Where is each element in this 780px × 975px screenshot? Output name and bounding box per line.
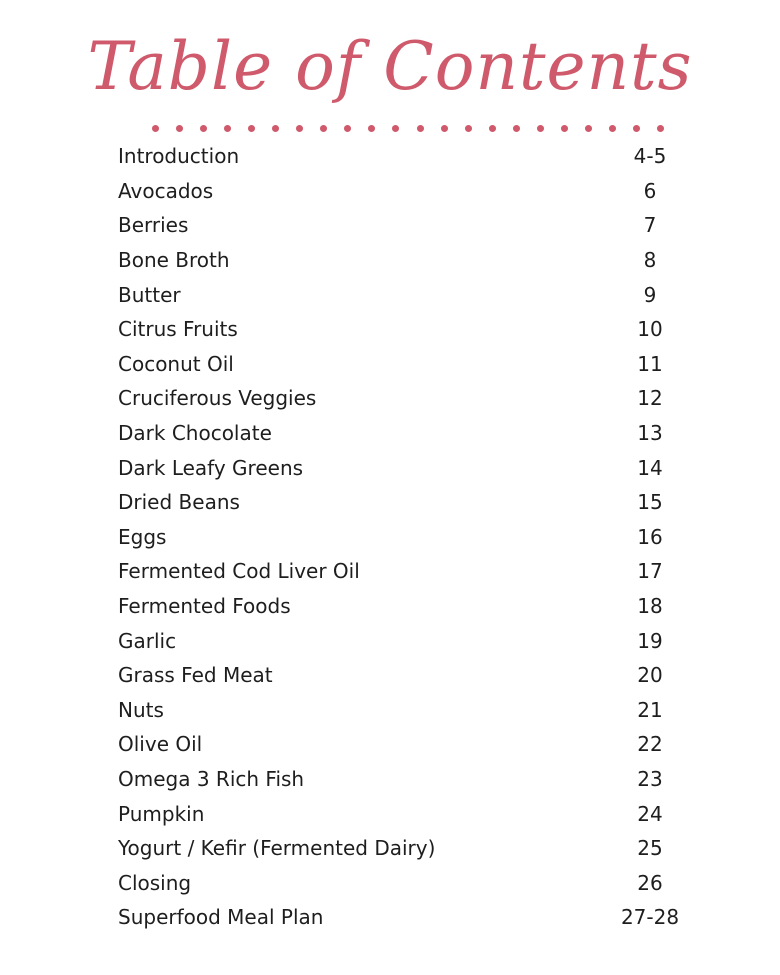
toc-entry[interactable]: [118, 796, 680, 831]
divider-dot: [368, 125, 375, 132]
toc-entry-title: Superfood Meal Plan: [118, 905, 324, 930]
toc-entry[interactable]: [118, 277, 680, 312]
divider-dot: [633, 125, 640, 132]
toc-list: [118, 139, 680, 935]
toc-entry[interactable]: [118, 450, 680, 485]
toc-entry-title: Butter: [118, 282, 181, 307]
toc-entry[interactable]: [118, 312, 680, 347]
divider-dot: [465, 125, 472, 132]
toc-entry[interactable]: [118, 693, 680, 728]
divider-dot: [248, 125, 255, 132]
divider-dot: [537, 125, 544, 132]
toc-entry-title: Dried Beans: [118, 490, 240, 515]
toc-entry-page: 21: [637, 697, 663, 722]
toc-entry-title: Bone Broth: [118, 248, 230, 273]
toc-entry-page: 17: [637, 559, 663, 584]
toc-entry[interactable]: [118, 727, 680, 762]
divider-dot: [417, 125, 424, 132]
toc-entry-page: 12: [637, 386, 663, 411]
toc-entry-page: 27-28: [620, 905, 680, 930]
divider-dot: [609, 125, 616, 132]
page-title: Table of Contents: [87, 28, 693, 105]
toc-entry-title: Avocados: [118, 178, 214, 203]
toc-entry-title: Pumpkin: [118, 801, 205, 826]
divider-dot: [585, 125, 592, 132]
toc-entry-page: 24: [637, 801, 663, 826]
toc-entry[interactable]: [118, 865, 680, 900]
toc-entry-page: 15: [637, 490, 663, 515]
toc-entry[interactable]: [118, 208, 680, 243]
toc-entry-page: 19: [637, 628, 663, 653]
toc-entry-title: Introduction: [118, 144, 240, 169]
divider-dot: [489, 125, 496, 132]
dotted-divider: [152, 123, 664, 133]
toc-entry-title: Grass Fed Meat: [118, 663, 273, 688]
toc-entry-page: 9: [643, 282, 657, 307]
toc-entry[interactable]: [118, 831, 680, 866]
toc-entry-title: Cruciferous Veggies: [118, 386, 317, 411]
toc-entry-page: 6: [643, 178, 657, 203]
toc-entry-page: 20: [637, 663, 663, 688]
divider-dot: [152, 125, 159, 132]
toc-entry-title: Berries: [118, 213, 189, 238]
toc-entry-page: 18: [637, 594, 663, 619]
toc-entry[interactable]: [118, 381, 680, 416]
toc-entry[interactable]: [118, 485, 680, 520]
toc-entry-page: 23: [637, 766, 663, 791]
toc-entry-page: 22: [637, 732, 663, 757]
toc-entry-page: 7: [643, 213, 657, 238]
toc-entry-title: Nuts: [118, 697, 164, 722]
toc-entry[interactable]: [118, 589, 680, 624]
toc-entry[interactable]: [118, 416, 680, 451]
divider-dot: [344, 125, 351, 132]
toc-entry-title: Citrus Fruits: [118, 317, 238, 342]
divider-dot: [441, 125, 448, 132]
toc-entry-page: 8: [643, 248, 657, 273]
divider-dot: [320, 125, 327, 132]
toc-entry-title: Fermented Cod Liver Oil: [118, 559, 360, 584]
divider-dot: [513, 125, 520, 132]
toc-entry-title: Fermented Foods: [118, 594, 291, 619]
divider-dot: [657, 125, 664, 132]
toc-entry-title: Garlic: [118, 628, 177, 653]
toc-entry-page: 16: [637, 524, 663, 549]
toc-entry[interactable]: [118, 243, 680, 278]
toc-entry[interactable]: [118, 174, 680, 209]
toc-entry-title: Eggs: [118, 524, 167, 549]
toc-entry-title: Dark Chocolate: [118, 421, 272, 446]
toc-entry-title: Yogurt / Kefir (Fermented Dairy): [118, 836, 436, 861]
toc-entry-page: 26: [637, 870, 663, 895]
divider-dot: [224, 125, 231, 132]
toc-entry[interactable]: [118, 347, 680, 382]
toc-entry-title: Closing: [118, 870, 192, 895]
toc-entry-title: Omega 3 Rich Fish: [118, 766, 305, 791]
toc-entry[interactable]: [118, 762, 680, 797]
toc-entry-title: Coconut Oil: [118, 351, 234, 376]
divider-dot: [561, 125, 568, 132]
toc-entry-title: Dark Leafy Greens: [118, 455, 304, 480]
toc-entry[interactable]: [118, 623, 680, 658]
toc-entry[interactable]: [118, 139, 680, 174]
toc-entry-page: 25: [637, 836, 663, 861]
toc-entry-title: Olive Oil: [118, 732, 203, 757]
divider-dot: [272, 125, 279, 132]
toc-entry-page: 14: [637, 455, 663, 480]
divider-dot: [176, 125, 183, 132]
toc-entry-page: 11: [637, 351, 663, 376]
toc-entry-page: 13: [637, 421, 663, 446]
toc-entry[interactable]: [118, 520, 680, 555]
divider-dot: [296, 125, 303, 132]
divider-dot: [392, 125, 399, 132]
toc-entry[interactable]: [118, 658, 680, 693]
divider-dot: [200, 125, 207, 132]
toc-entry[interactable]: [118, 900, 680, 935]
toc-entry-page: 10: [637, 317, 663, 342]
toc-entry[interactable]: [118, 554, 680, 589]
toc-entry-page: 4-5: [633, 144, 667, 169]
